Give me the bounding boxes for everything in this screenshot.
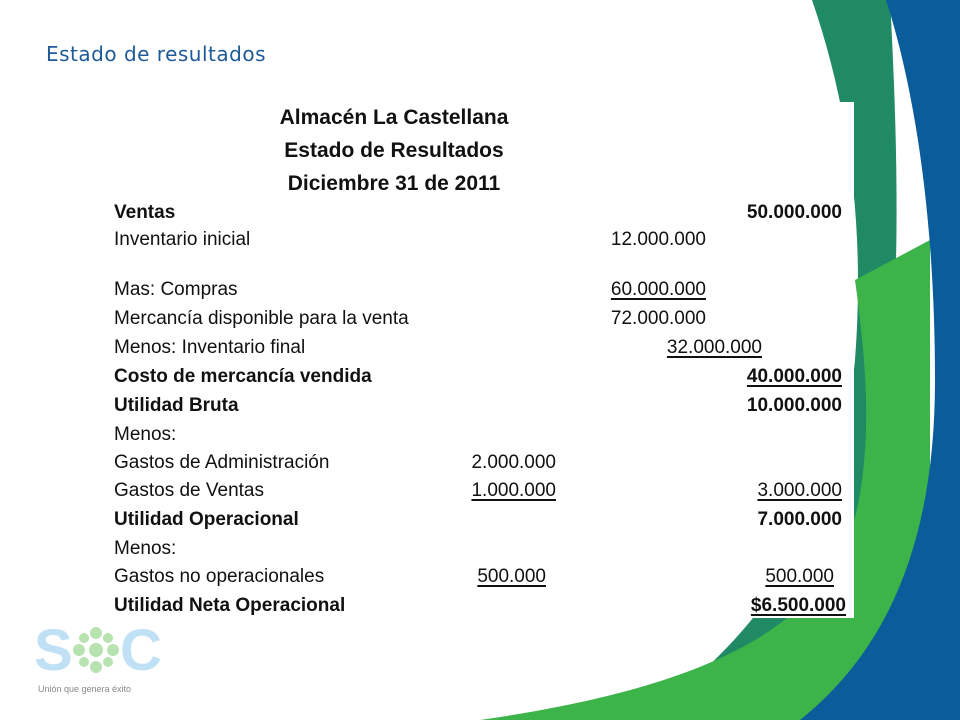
report-title: Estado de Resultados [284,139,504,162]
amount-col3: 7.000.000 [757,509,842,530]
row-label: Gastos no operacionales [114,566,325,587]
row-ventas [104,202,854,231]
flower-icon [73,627,119,673]
row-mercancia-disponible [104,308,854,337]
row-label: Menos: [114,538,177,559]
amount-col1: 1.000.000 [471,480,556,501]
income-statement [104,102,854,618]
amount-col3: 3.000.000 [757,480,842,501]
row-label: Mas: Compras [114,279,238,300]
amount-col3: 10.000.000 [746,395,842,416]
amount-col3: 40.000.000 [746,366,842,387]
amount-col2: 60.000.000 [610,279,706,300]
company-name: Almacén La Castellana [279,106,509,129]
row-utilidad-neta [104,595,854,624]
row-gastos-administracion [104,452,854,481]
row-gastos-no-operacionales [104,566,854,595]
logo-letter-c: C [120,620,162,680]
amount-col1: 2.000.000 [471,452,556,473]
row-inventario-final [104,337,854,366]
row-label: Gastos de Ventas [114,480,264,501]
row-label: Costo de mercancía vendida [114,366,372,387]
amount-col3: 500.000 [765,566,834,587]
row-label: Gastos de Administración [114,452,330,473]
row-label: Menos: Inventario final [114,337,306,358]
row-compras [104,279,854,308]
amount-col3: 50.000.000 [746,202,842,223]
row-label: Mercancía disponible para la venta [114,308,409,329]
row-utilidad-operacional [104,509,854,538]
logo-letter-s: S [34,620,73,680]
row-menos [104,424,854,453]
row-label: Utilidad Bruta [114,395,239,416]
row-gastos-ventas [104,480,854,509]
row-inventario-inicial [104,229,854,258]
brand-tagline: Unión que genera éxito [38,684,132,694]
row-utilidad-bruta [104,395,854,424]
amount-col2: 32.000.000 [666,337,762,358]
amount-col3: $6.500.000 [750,595,846,616]
amount-col1: 500.000 [477,566,546,587]
row-costo-mercancia [104,366,854,395]
amount-col2: 12.000.000 [610,229,706,250]
row-label: Utilidad Operacional [114,509,299,530]
soc-logo [34,620,164,680]
row-menos [104,538,854,567]
row-label: Ventas [114,202,176,223]
report-date: Diciembre 31 de 2011 [287,172,501,195]
slide-title: Estado de resultados [46,42,266,66]
row-label: Menos: [114,424,177,445]
row-label: Inventario inicial [114,229,251,250]
row-label: Utilidad Neta Operacional [114,595,346,616]
amount-col2: 72.000.000 [610,308,706,329]
